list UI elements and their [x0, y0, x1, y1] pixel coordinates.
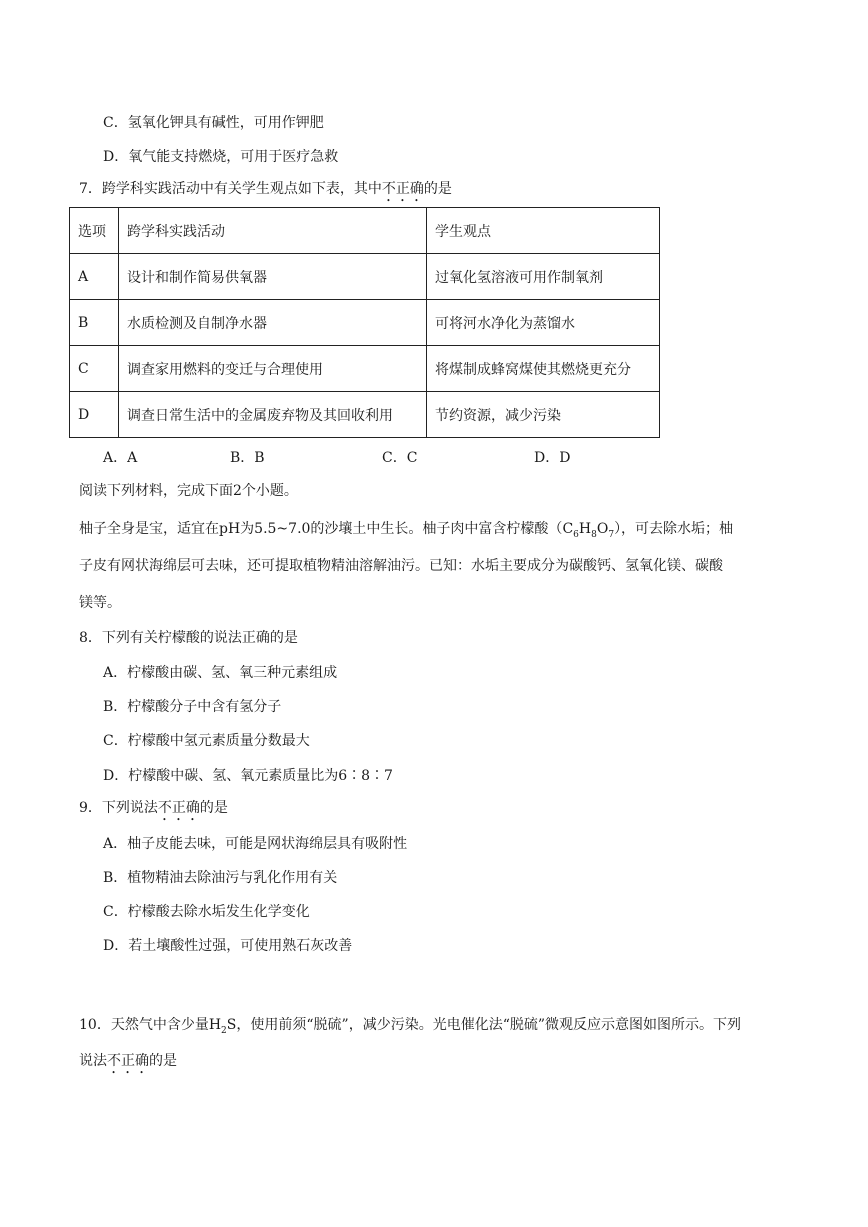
q10-text: ，使用前须“脱硫”，减少污染。光电催化法“脱硫”微观反应示意图如图所示。下列 — [236, 1017, 742, 1033]
q10-stem-emphasis: 不正确 — [107, 1053, 149, 1069]
reading-text: ），可去除水垢；柚 — [614, 521, 734, 537]
formula-subscript: 2 — [221, 1025, 227, 1036]
reading-paragraph-line-2: 子皮有网状海绵层可去味，还可提取植物精油溶解油污。已知：水垢主要成分为碳酸钙、氢氧化镁、碳酸 — [79, 558, 723, 574]
q7-choice-b: B．B — [230, 450, 265, 466]
table-header-cell: 选项 — [70, 208, 119, 254]
table-cell: A — [70, 254, 119, 300]
formula-subscript: 7 — [608, 529, 615, 540]
formula-element: O — [596, 521, 609, 537]
table-cell: 调查家用燃料的变迁与合理使用 — [119, 346, 427, 392]
formula-element: H — [578, 521, 592, 537]
q9-option-a: A．柚子皮能去味，可能是网状海绵层具有吸附性 — [103, 836, 408, 852]
formula-subscript: 8 — [591, 529, 597, 540]
q8-option-c: C．柠檬酸中氢元素质量分数最大 — [103, 733, 310, 749]
citric-acid-formula — [562, 521, 615, 540]
table-cell: 将煤制成蜂窝煤使其燃烧更充分 — [427, 346, 660, 392]
h2s-formula — [208, 1017, 237, 1036]
q8-option-b: B．柠檬酸分子中含有氢分子 — [103, 699, 282, 715]
table-cell: 设计和制作简易供氧器 — [119, 254, 427, 300]
q7-choice-d: D．D — [534, 450, 571, 466]
q7-stem — [79, 179, 452, 205]
q10-text: 的是 — [149, 1053, 177, 1069]
table-cell: 水质检测及自制净水器 — [119, 300, 427, 346]
reading-paragraph-line-3: 镁等。 — [79, 595, 121, 611]
q7-stem-end: 的是 — [423, 181, 452, 197]
reading-paragraph-line-1 — [79, 519, 733, 545]
q9-stem — [79, 798, 228, 824]
reading-intro: 阅读下列材料，完成下面2个小题。 — [79, 483, 298, 499]
q9-stem-emphasis: 不正确 — [157, 800, 200, 816]
q9-option-d: D．若土壤酸性过强，可使用熟石灰改善 — [103, 938, 353, 954]
q7-stem-emphasis: 不正确 — [381, 181, 424, 197]
formula-subscript: 6 — [573, 529, 579, 540]
table-cell: B — [70, 300, 119, 346]
formula-element: S — [226, 1017, 237, 1033]
table-header-row — [70, 208, 660, 254]
q9-option-c: C．柠檬酸去除水垢发生化学变化 — [103, 904, 310, 920]
table-cell: 可将河水净化为蒸馏水 — [427, 300, 660, 346]
table-cell: 调查日常生活中的金属废弃物及其回收利用 — [119, 392, 427, 438]
q7-choice-a: A．A — [103, 450, 138, 466]
table-row — [70, 392, 660, 438]
q6-option-d: D．氧气能支持燃烧，可用于医疗急救 — [103, 149, 339, 165]
table-cell: D — [70, 392, 119, 438]
q7-choices — [103, 448, 663, 468]
table-header-cell: 学生观点 — [427, 208, 660, 254]
reading-text: 柚子全身是宝，适宜在pH为5.5~7.0的沙壤土中生长。柚子肉中富含柠檬酸（ — [79, 521, 563, 537]
q9-stem-text: 9．下列说法 — [79, 800, 158, 816]
q7-table — [69, 207, 660, 438]
formula-element: C — [562, 521, 574, 537]
table-row — [70, 300, 660, 346]
table-cell: 过氧化氢溶液可用作制氧剂 — [427, 254, 660, 300]
q8-option-a: A．柠檬酸由碳、氢、氧三种元素组成 — [103, 665, 338, 681]
q7-choice-c: C．C — [382, 450, 418, 466]
table-header-cell: 跨学科实践活动 — [119, 208, 427, 254]
table-row — [70, 254, 660, 300]
table-row — [70, 346, 660, 392]
table-cell: 节约资源，减少污染 — [427, 392, 660, 438]
q10-text: 说法 — [79, 1053, 107, 1069]
table-cell: C — [70, 346, 119, 392]
q10-stem-line-1 — [79, 1015, 741, 1041]
q8-stem: 8．下列有关柠檬酸的说法正确的是 — [79, 630, 298, 646]
q7-stem-text: 7．跨学科实践活动中有关学生观点如下表，其中 — [79, 181, 382, 197]
q9-stem-end: 的是 — [199, 800, 228, 816]
q6-option-c: C．氢氧化钾具有碱性，可用作钾肥 — [103, 115, 324, 131]
q10-stem-line-2 — [79, 1051, 177, 1077]
formula-element: H — [208, 1017, 222, 1033]
q10-text: 10．天然气中含少量 — [79, 1017, 209, 1033]
q8-option-d: D．柠檬酸中碳、氢、氧元素质量比为6∶8∶7 — [103, 768, 393, 784]
q9-option-b: B．植物精油去除油污与乳化作用有关 — [103, 870, 338, 886]
